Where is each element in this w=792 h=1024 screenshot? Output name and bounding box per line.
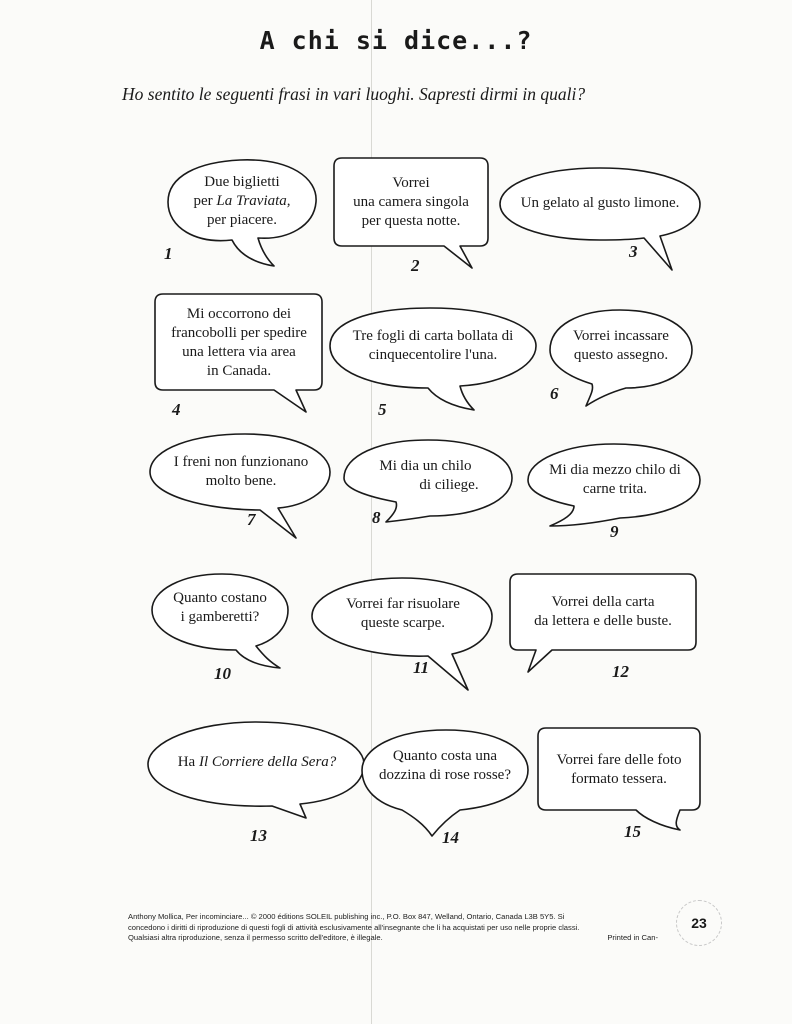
newspaper-title: Il Corriere della Sera? xyxy=(198,753,337,770)
bubble-number-15: 15 xyxy=(624,822,641,841)
bubble-number-12: 12 xyxy=(612,662,629,681)
bubble-10-line-1: Quanto costano xyxy=(173,590,267,606)
bubble-15-line-1: Vorrei fare delle foto xyxy=(556,752,682,768)
bubble-number-14: 14 xyxy=(442,828,459,847)
bubble-8-line-1: Mi dia un chilo xyxy=(379,458,472,474)
bubble-1-line-2: per La Traviata, xyxy=(193,192,291,209)
bubble-1 xyxy=(176,166,308,236)
bubble-12-line-2: da lettera e delle buste. xyxy=(534,613,672,629)
bubble-number-7: 7 xyxy=(247,510,256,529)
bubble-number-4: 4 xyxy=(172,400,181,419)
bubble-4-line-4: in Canada. xyxy=(206,363,272,379)
opera-title: La Traviata, xyxy=(216,192,291,209)
bubble-number-11: 11 xyxy=(413,658,430,677)
bubble-number-5: 5 xyxy=(378,400,387,419)
bubble-number-2: 2 xyxy=(411,256,420,275)
bubble-1-line-3: per piacere. xyxy=(207,211,277,228)
bubble-9-line-1: Mi dia mezzo chilo di xyxy=(549,462,681,478)
bubble-5-line-1: Tre fogli di carta bollata di xyxy=(352,328,514,344)
bubble-13 xyxy=(154,742,360,782)
bubble-4-line-3: una lettera via area xyxy=(182,344,296,360)
bubble-11-line-2: queste scarpe. xyxy=(360,615,446,631)
bubble-7-line-2: molto bene. xyxy=(205,473,277,489)
bubble-15 xyxy=(540,746,698,794)
bubble-10 xyxy=(156,584,284,632)
bubble-number-1: 1 xyxy=(164,244,173,263)
bubble-2 xyxy=(336,162,486,242)
footer-line-1: Anthony Mollica, Per incominciare... © 2000 éditions SOLEIL publishing inc., P.O. Box 847, Welland, Ontario, Canada L3B 5Y5. Si xyxy=(128,912,565,921)
bubble-1-line-1: Due biglietti xyxy=(204,173,280,190)
bubble-number-13: 13 xyxy=(250,826,267,845)
bubble-6-line-2: questo assegno. xyxy=(573,347,669,363)
bubble-number-6: 6 xyxy=(550,384,559,403)
bubble-12-line-1: Vorrei della carta xyxy=(551,594,655,610)
bubble-2-line-2: una camera singola xyxy=(353,193,469,210)
footer-line-3: Qualsiasi altra riproduzione, senza il permesso scritto dell'editore, è illegale. xyxy=(128,933,383,942)
bubble-2-line-1: Vorrei xyxy=(392,174,430,191)
bubble-3-line-1: Un gelato al gusto limone. xyxy=(520,194,680,211)
bubble-number-8: 8 xyxy=(372,508,381,527)
bubble-11 xyxy=(318,590,488,638)
page-number: 23 xyxy=(676,900,722,946)
footer-printed: Printed in Can- xyxy=(607,933,658,942)
bubble-2-line-3: per questa notte. xyxy=(361,212,461,229)
bubble-5-line-2: cinquecentolire l'una. xyxy=(368,347,498,363)
bubble-7-line-1: I freni non funzionano xyxy=(173,454,309,470)
bubble-15-line-2: formato tessera. xyxy=(571,771,667,787)
bubble-3 xyxy=(502,184,698,222)
bubble-14-line-1: Quanto costa una xyxy=(392,748,498,764)
bubble-4-line-2: francobolli per spedire xyxy=(171,325,307,341)
bubble-number-9: 9 xyxy=(610,522,619,541)
bubble-12 xyxy=(512,588,694,636)
instructions: Ho sentito le seguenti frasi in vari luoghi. Sapresti dirmi in quali? xyxy=(122,84,586,104)
bubble-7 xyxy=(154,448,328,496)
bubble-4 xyxy=(156,298,322,388)
footer-line-2: concedono i diritti di riproduzione di questi fogli di attività esclusivamente all'insegnante che li ha acquistati per uso nelle proprie classi. xyxy=(128,922,580,932)
bubble-number-3: 3 xyxy=(629,242,638,261)
bubble-5 xyxy=(334,322,532,370)
bubble-6-line-1: Vorrei incassare xyxy=(573,328,669,344)
bubble-10-line-2: i gamberetti? xyxy=(180,609,260,625)
bubble-14-line-2: dozzina di rose rosse? xyxy=(378,767,512,783)
bubble-13-line-1: Ha Il Corriere della Sera? xyxy=(177,753,337,770)
bubble-6 xyxy=(556,322,686,370)
bubble-4-line-1: Mi occorrono dei xyxy=(186,306,292,322)
bubble-14 xyxy=(364,742,526,790)
bubble-number-10: 10 xyxy=(214,664,231,683)
bubble-8 xyxy=(350,452,508,500)
copyright-footer xyxy=(128,912,658,944)
bubble-9 xyxy=(532,456,698,504)
bubble-8-line-2: di ciliege. xyxy=(419,477,479,493)
bubble-11-line-1: Vorrei far risuolare xyxy=(346,596,460,612)
footer-line-3-wrap xyxy=(128,933,658,944)
bubble-9-line-2: carne trita. xyxy=(582,481,648,497)
page-title: A chi si dice...? xyxy=(259,26,533,55)
